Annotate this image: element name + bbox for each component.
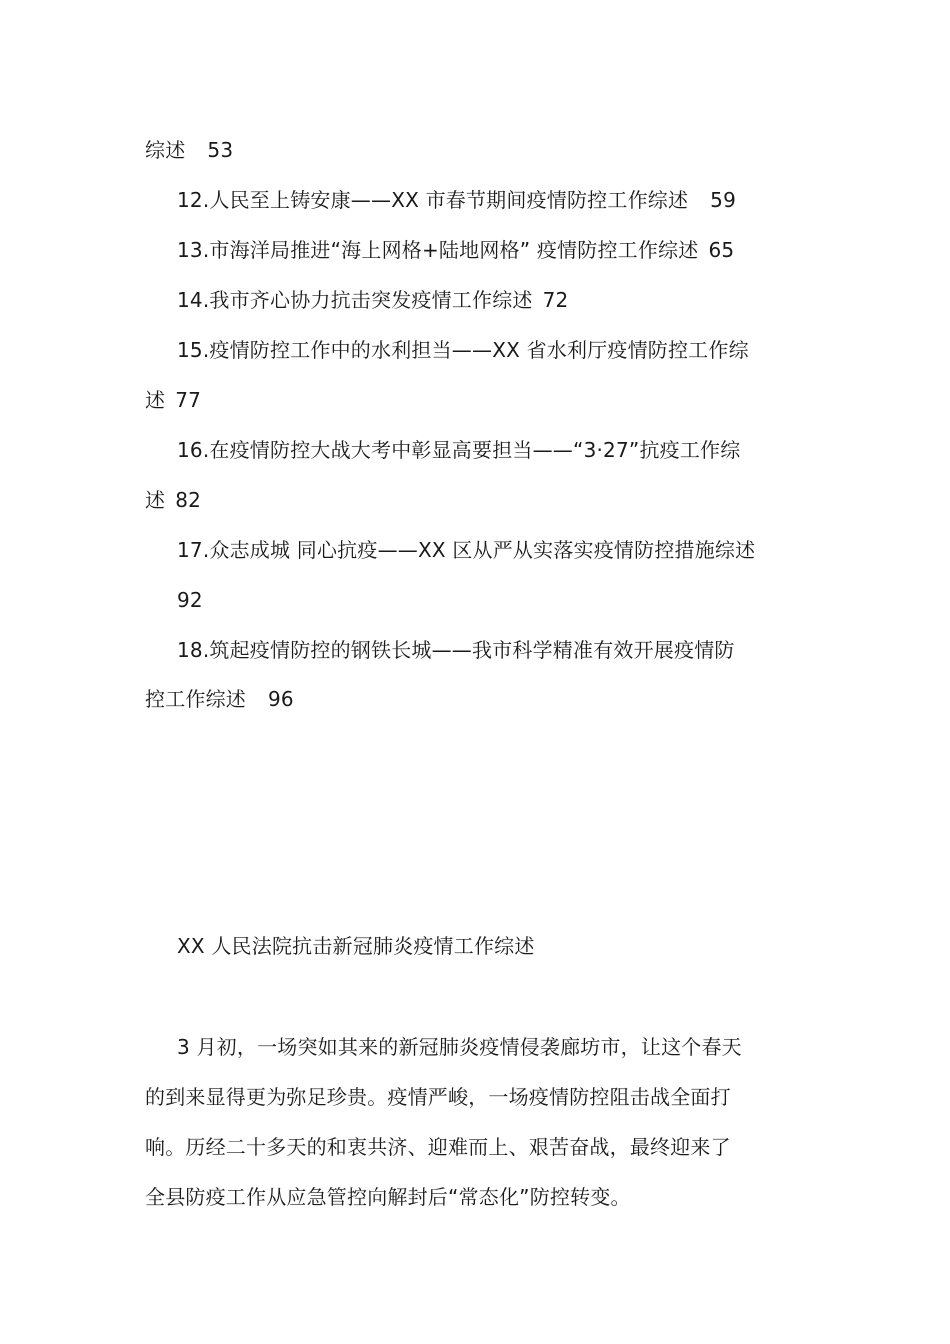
toc-page-number: 82 (175, 488, 202, 512)
toc-line-12[interactable] (145, 685, 810, 713)
toc-entry-text: 12.人民至上铸安康——XX 市春节期间疫情防控工作综述 (177, 188, 689, 212)
toc-page-number: 53 (207, 138, 234, 162)
toc-entry-text: 13.市海洋局推进“海上网格+陆地网格” 疫情防控工作综述 (177, 238, 699, 262)
toc-line-1[interactable] (145, 136, 810, 164)
toc-entry-text: 综述 (145, 138, 186, 162)
toc-line-5[interactable] (177, 336, 810, 364)
article-paragraph-line: 3 月初，一场突如其来的新冠肺炎疫情侵袭廊坊市，让这个春天 (177, 1035, 742, 1059)
article-paragraph-line: 的到来显得更为弥足珍贵。疫情严峻，一场疫情防控阻击战全面打 (145, 1085, 731, 1109)
toc-line-10[interactable] (177, 586, 810, 614)
toc-entry-text: 14.我市齐心协力抗击突发疫情工作综述 (177, 288, 533, 312)
toc-entry-text: 16.在疫情防控大战大考中彰显高要担当——“3·27”抗疫工作综 (177, 438, 741, 462)
toc-page-number: 96 (268, 687, 294, 711)
toc-entry-text: 18.筑起疫情防控的钢铁长城——我市科学精准有效开展疫情防 (177, 638, 735, 662)
toc-page-number: 72 (542, 288, 569, 312)
toc-entry-text: 15.疫情防控工作中的水利担当——XX 省水利厅疫情防控工作综 (177, 338, 749, 362)
toc-entry-text: 述 (145, 388, 166, 412)
toc-line-6[interactable] (145, 386, 810, 414)
toc-line-7[interactable] (177, 436, 810, 464)
article-paragraph-line: 响。历经二十多天的和衷共济、迎难而上、艰苦奋战，最终迎来了 (145, 1135, 731, 1159)
toc-line-11[interactable] (177, 636, 810, 664)
toc-entry-text: 17.众志成城 同心抗疫——XX 区从严从实落实疫情防控措施综述 (177, 538, 756, 562)
toc-page-number: 59 (710, 188, 737, 212)
toc-entry-text: 控工作综述 (145, 687, 246, 711)
toc-page-number: 65 (708, 238, 735, 262)
toc-line-2[interactable] (177, 186, 810, 214)
toc-line-8[interactable] (145, 486, 810, 514)
toc-entry-text: 述 (145, 488, 166, 512)
toc-page-number: 92 (177, 588, 203, 612)
article-paragraph-line: 全县防疫工作从应急管控向解封后“常态化”防控转变。 (145, 1185, 631, 1209)
toc-page-number: 77 (175, 388, 202, 412)
toc-line-9[interactable] (177, 536, 810, 564)
toc-line-4[interactable] (177, 286, 810, 314)
toc-line-3[interactable] (177, 236, 810, 264)
article-title: XX 人民法院抗击新冠肺炎疫情工作综述 (177, 934, 535, 958)
